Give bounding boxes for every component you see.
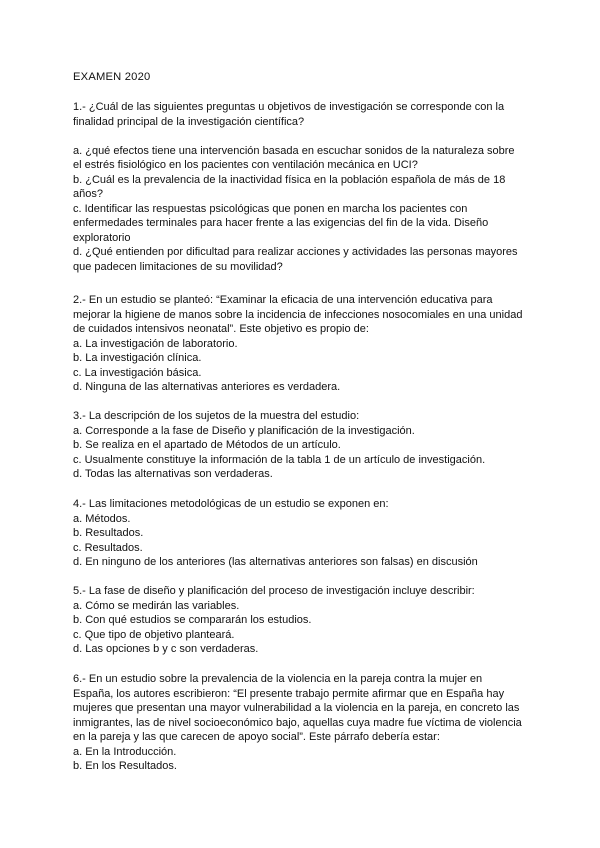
option-line: el estrés fisiológico en los pacientes con ventilación mecánica en UCI? — [73, 159, 418, 171]
question-stem-line: mujeres que presentan una mayor vulnerabilidad a la violencia en la pareja, en concreto las — [73, 702, 520, 714]
option-line: a. En la Introducción. — [73, 745, 177, 758]
option-line: b. Se realiza en el apartado de Métodos de un artículo. — [73, 439, 341, 451]
option-line: años? — [73, 188, 103, 200]
question-3 — [73, 409, 533, 482]
option-line: d. Ninguna de las alternativas anteriores es verdadera. — [73, 381, 341, 393]
question-stem-line: en la pareja y las que carecen de apoyo social”. Este párrafo debería estar: — [73, 731, 440, 743]
question-2 — [73, 293, 533, 395]
option-line: a. ¿qué efectos tiene una intervención basada en escuchar sonidos de la naturaleza sobre — [73, 144, 515, 157]
question-stem-line: inmigrantes, las de nivel socioeconómico bajo, aquellas cuya madre fue víctima de violencia — [73, 716, 522, 729]
option-line: c. Identificar las respuestas psicológicas que ponen en marcha los pacientes con — [73, 202, 468, 215]
option-line: a. Corresponde a la fase de Diseño y planificación de la investigación. — [73, 424, 415, 437]
question-stem-line: 2.- En un estudio se planteó: “Examinar la eficacia de una intervención educativa para — [73, 294, 493, 306]
option-line: b. Con qué estudios se compararán los estudios. — [73, 614, 312, 626]
question-6 — [73, 672, 533, 774]
option-line: c. Resultados. — [73, 541, 143, 554]
question-stem-line: 5.- La fase de diseño y planificación del proceso de investigación incluye describir: — [73, 585, 475, 597]
question-stem-line: finalidad principal de la investigación científica? — [73, 115, 305, 128]
exam-title: EXAMEN 2020 — [73, 71, 151, 83]
question-stem-line: mejorar la higiene de manos sobre la incidencia de infecciones nosocomiales en una unidad — [73, 308, 523, 321]
option-line: d. ¿Qué entienden por dificultad para realizar acciones y actividades las personas mayores — [73, 246, 518, 258]
option-line: c. Usualmente constituye la información de la tabla 1 de un artículo de investigación. — [73, 453, 486, 466]
option-line: a. Cómo se medirán las variables. — [73, 599, 240, 612]
question-4 — [73, 497, 533, 570]
question-5 — [73, 584, 533, 657]
option-line: b. ¿Cuál es la prevalencia de la inactividad física en la población española de más de 18 — [73, 173, 506, 186]
question-stem-line: 4.- Las limitaciones metodológicas de un estudio se exponen en: — [73, 498, 389, 510]
option-line: que padecen limitaciones de su movilidad? — [73, 260, 283, 273]
question-1 — [73, 100, 533, 274]
option-line: a. La investigación de laboratorio. — [73, 337, 238, 350]
option-line: exploratorio — [73, 231, 131, 244]
option-line: d. Las opciones b y c son verdaderas. — [73, 643, 259, 655]
question-stem-line: 6.- En un estudio sobre la prevalencia de la violencia en la pareja contra la mujer en — [73, 673, 483, 685]
option-line: d. En ninguno de los anteriores (las alternativas anteriores son falsas) en discusión — [73, 556, 478, 568]
option-line: b. En los Resultados. — [73, 760, 177, 772]
option-line: c. La investigación básica. — [73, 366, 202, 379]
option-line: b. La investigación clínica. — [73, 352, 202, 364]
question-stem-line: de cuidados intensivos neonatal”. Este objetivo es propio de: — [73, 323, 369, 335]
option-line: a. Métodos. — [73, 512, 131, 525]
option-line: enfermedades terminales para hacer frente a las exigencias del fin de la vida. Diseño — [73, 217, 489, 229]
question-stem-line: 3.- La descripción de los sujetos de la muestra del estudio: — [73, 410, 360, 422]
question-stem-line: 1.- ¿Cuál de las siguientes preguntas u objetivos de investigación se corresponde con la — [73, 101, 505, 113]
option-line: d. Todas las alternativas son verdaderas. — [73, 468, 273, 480]
question-stem-line: España, los autores escribieron: “El presente trabajo permite afirmar que en España hay — [73, 687, 505, 700]
option-line: b. Resultados. — [73, 527, 144, 539]
option-line: c. Que tipo de objetivo planteará. — [73, 628, 235, 641]
